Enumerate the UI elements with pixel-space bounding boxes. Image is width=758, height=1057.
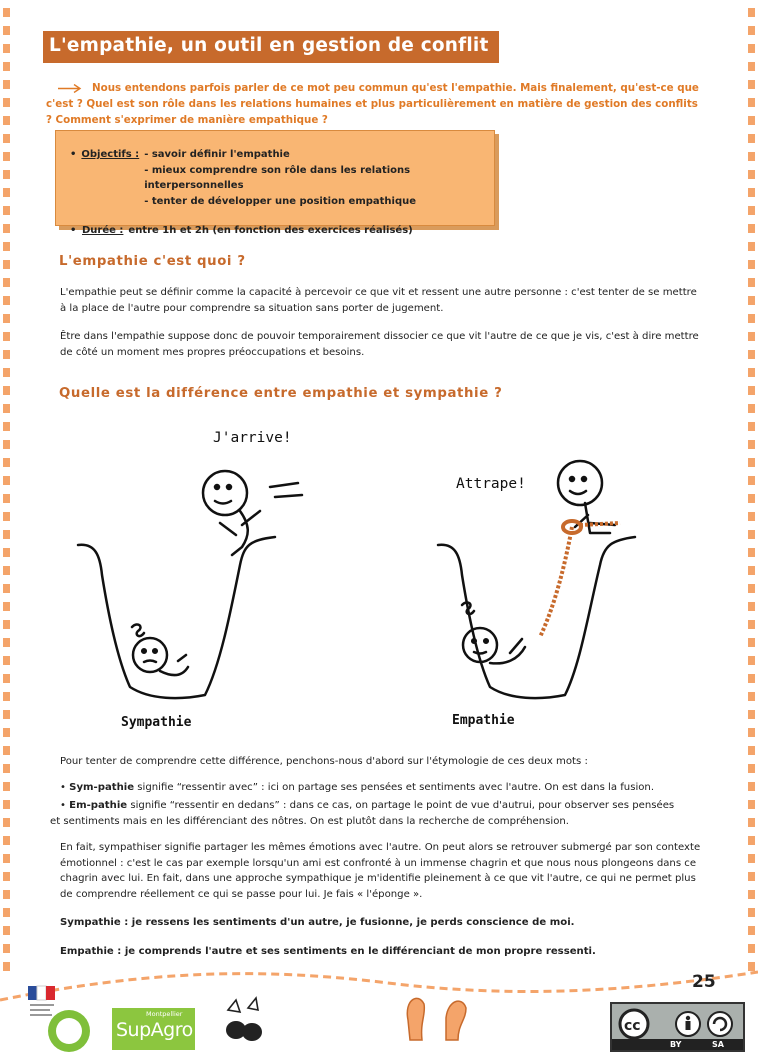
empathy-bullet: • Em-pathie signifie “ressentir en dedans” : dans ce cas, on partage le point de vue d'autrui, pour observer ses pensées et sentiments mais en les différenciant des nôtres. On est plutôt dans la recherche de compréhension. <box>60 798 702 829</box>
supagro-name: SupAgro <box>116 1019 193 1041</box>
rope <box>540 527 572 637</box>
explanation-paragraph: En fait, sympathiser signifie partager les mêmes émotions avec l'autre. On peut alors se retrouver submergé par son contexte émotionnel : c'est le cas par exemple lorsqu'un ami est confronté à un immense chagrin et que nous nous plongeons dans ce chagrin avec lui. En fait, dans une approche sympathique je m'identifie pleinement à ce que vit l'autre, ce qui ne permet plus de comprendre réellement ce qui se passe pour lui. Je fais « l'éponge ». <box>60 842 701 900</box>
sympathy-definition: signifie “ressentir avec” : ici on partage ses pensées et sentiments avec l'autre. On est dans la fusion. <box>134 782 655 793</box>
supagro-city: Montpellier <box>146 1010 183 1018</box>
page-number: 25 <box>692 972 716 992</box>
objectives-label: Objectifs : <box>81 149 140 160</box>
left-speech: J'arrive! <box>213 430 292 446</box>
left-figure-body <box>220 511 260 555</box>
svg-text:cc: cc <box>624 1018 641 1034</box>
sympathy-caption: Sympathie <box>121 715 192 730</box>
arrow-icon <box>58 84 82 93</box>
supagro-logo <box>112 1008 195 1050</box>
handshake-birds-icon <box>218 996 268 1048</box>
left-bottom-head <box>133 638 167 672</box>
list-item: - savoir définir l'empathie <box>144 149 290 160</box>
cc-sa-label: SA <box>712 1040 724 1049</box>
right-figure-head <box>558 461 602 505</box>
empathy-summary: Empathie : je comprends l'autre et ses sentiments en le différenciant de mon propre ressenti. <box>60 946 596 957</box>
cc-by-label: BY <box>670 1040 682 1049</box>
left-dashed-border <box>3 8 10 977</box>
empathy-definition: signifie “ressentir en dedans” : dans ce cas, on partage le point de vue d'autrui, pour observer ses pensées <box>127 800 675 811</box>
duration-value: entre 1h et 2h (en fonction des exercices réalisés) <box>128 225 413 236</box>
section-heading-difference: Quelle est la différence entre empathie et sympathie ? <box>59 386 503 401</box>
right-dashed-border <box>748 8 755 977</box>
empathy-term: Em-pathie <box>69 800 128 811</box>
right-speech: Attrape! <box>456 476 526 492</box>
empathy-sympathy-illustration <box>60 415 700 750</box>
section-heading-empathy: L'empathie c'est quoi ? <box>59 254 246 269</box>
cc-icons <box>618 1008 738 1040</box>
intro-paragraph <box>46 80 706 128</box>
sympathy-bullet: • Sym-pathie signifie “ressentir avec” : ici on partage ses pensées et sentiments avec l'autre. On est dans la fusion. <box>60 782 655 793</box>
duration-label: Durée : <box>82 225 124 236</box>
objectives-box <box>55 130 495 236</box>
worry-swirl <box>132 624 144 636</box>
bullet-icon: • <box>70 149 77 160</box>
mascot-icon <box>407 998 466 1040</box>
dissociation-paragraph: Être dans l'empathie suppose donc de pouvoir temporairement dissocier ce que vit l'autre de ce que je vis, c'est à dire mettre de côté un moment mes propres préoccupations et besoins. <box>60 331 699 358</box>
etymology-intro: Pour tenter de comprendre cette différence, penchons-nous d'abord sur l'étymologie de ces deux mots : <box>60 756 588 767</box>
sympathy-summary: Sympathie : je ressens les sentiments d'un autre, je fusionne, je perds conscience de moi. <box>60 917 575 928</box>
sympathy-term: Sym-pathie <box>69 782 135 793</box>
empathy-caption: Empathie <box>452 713 515 728</box>
objectives-list <box>144 147 494 209</box>
right-pit <box>438 537 635 698</box>
motion-lines <box>270 483 302 497</box>
list-item: - tenter de développer une position empathique <box>144 195 417 207</box>
list-item: - mieux comprendre son rôle dans les relations interpersonnelles <box>144 164 411 191</box>
left-figure-head <box>203 471 247 515</box>
creative-commons-license <box>610 1002 745 1052</box>
page-title: L'empathie, un outil en gestion de conflit <box>43 31 499 63</box>
bullet-icon: • <box>70 225 77 236</box>
definition-paragraph: L'empathie peut se définir comme la capacité à percevoir ce que vit et ressent une autre personne : c'est tenter de se mettre à la place de l'autre pour comprendre sa situation sans porter de jugement. <box>60 287 697 314</box>
rope-loop <box>563 521 581 533</box>
empathy-definition-continued: et sentiments mais en les différenciant des nôtres. On est plutôt dans la recherche de compréhension. <box>50 815 570 827</box>
intro-text: Nous entendons parfois parler de ce mot peu commun qu'est l'empathie. Mais finalement, qu'est-ce que c'est ? Quel est son rôle dans les relations humaines et plus particulièrement en matière de gestion des conflits ? Comment s'exprimer de manière empathique ? <box>46 82 699 126</box>
enseignement-agricole-badge-icon <box>46 1008 92 1054</box>
